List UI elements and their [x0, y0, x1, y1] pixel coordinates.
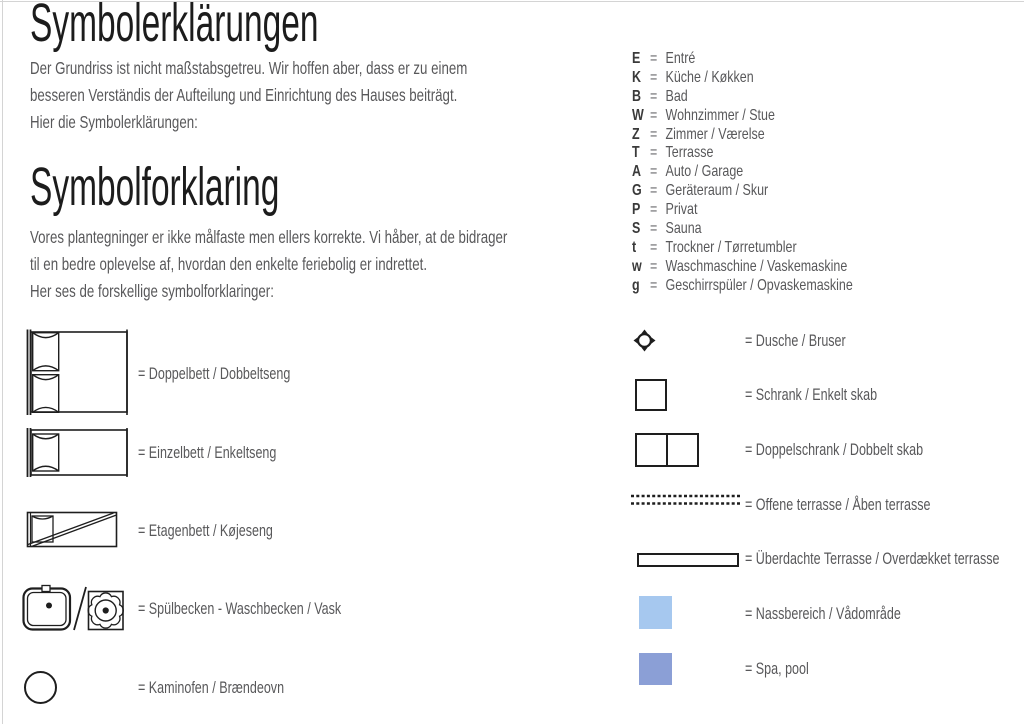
abbreviation-row [632, 144, 853, 163]
open-terrace-icon [629, 493, 741, 507]
bunk-bed-icon [26, 509, 119, 549]
abbr-equals: = [649, 276, 658, 294]
abbr-label: Geschirrspüler / Opvaskemaskine [665, 276, 853, 294]
spa-pool-label: = Spa, pool [745, 660, 809, 678]
abbr-letter: S [632, 220, 641, 238]
double-cabinet-label: = Doppelschrank / Dobbelt skab [745, 441, 924, 459]
wood-stove-label: = Kaminofen / Brændeovn [138, 679, 285, 697]
abbreviation-row [632, 50, 853, 69]
intro-german-line: Hier die Symbolerklärungen: [30, 112, 198, 132]
abbr-label: Waschmaschine / Vaskemaskine [665, 257, 848, 275]
intro-danish-line: Her ses de forskellige symbolforklaringer: [30, 281, 274, 301]
bunk-bed-label: = Etagenbett / Køjeseng [138, 522, 273, 540]
abbreviation-row [632, 163, 853, 182]
sink-washbasin-icon [22, 584, 125, 632]
intro-danish-line: til en bedre oplevelse af, hvordan den enkelte feriebolig er indrettet. [30, 254, 428, 274]
page-title-german: Symbolerklärungen [30, 0, 319, 53]
sink-washbasin-label: = Spülbecken - Waschbecken / Vask [138, 600, 342, 618]
intro-german [30, 55, 467, 136]
double-bed-label: = Doppelbett / Dobbeltseng [138, 365, 291, 383]
abbreviation-row [632, 239, 853, 258]
abbr-label: Küche / Køkken [665, 68, 754, 86]
abbr-equals: = [649, 87, 658, 105]
abbr-equals: = [649, 257, 658, 275]
abbr-letter: W [632, 106, 644, 124]
shower-icon [633, 329, 656, 352]
double-cabinet-icon [635, 433, 699, 467]
intro-german-line: besseren Verständis der Aufteilung und Einrichtung des Hauses beiträgt. [30, 85, 458, 105]
abbr-equals: = [649, 144, 658, 162]
abbr-label: Sauna [665, 220, 702, 238]
abbreviation-row [632, 220, 853, 239]
abbr-label: Zimmer / Værelse [665, 125, 765, 143]
abbreviation-row [632, 88, 853, 107]
abbr-letter: t [632, 238, 637, 256]
abbr-letter: Z [632, 125, 640, 143]
abbr-equals: = [649, 220, 658, 238]
wood-stove-icon [23, 670, 59, 706]
single-cabinet-label: = Schrank / Enkelt skab [745, 386, 878, 404]
abbr-equals: = [649, 68, 658, 86]
abbr-label: Trockner / Tørretumbler [665, 238, 797, 256]
page-edge-left [2, 0, 3, 724]
abbr-letter: P [632, 201, 641, 219]
abbr-equals: = [649, 163, 658, 181]
abbreviation-row [632, 201, 853, 220]
single-bed-label: = Einzelbett / Enkeltseng [138, 444, 277, 462]
spa-pool-icon [639, 653, 672, 685]
abbr-label: Privat [665, 201, 698, 219]
abbreviation-row [632, 182, 853, 201]
abbr-letter: K [632, 68, 642, 86]
abbreviation-row [632, 126, 853, 145]
abbreviation-row [632, 277, 853, 296]
abbr-equals: = [649, 238, 658, 256]
single-cabinet-icon [635, 379, 667, 411]
abbr-letter: g [632, 276, 640, 294]
shower-label: = Dusche / Bruser [745, 332, 846, 350]
abbr-label: Terrasse [665, 144, 714, 162]
intro-german-line: Der Grundriss ist nicht maßstabsgetreu. Wir hoffen aber, dass er zu einem [30, 58, 468, 78]
open-terrace-label: = Offene terrasse / Åben terrasse [745, 496, 931, 514]
abbr-letter: T [632, 144, 640, 162]
abbr-letter: A [632, 163, 642, 181]
abbr-label: Entré [665, 50, 696, 67]
abbr-label: Bad [665, 87, 688, 105]
abbr-equals: = [649, 201, 658, 219]
wet-area-label: = Nassbereich / Vådområde [745, 605, 901, 623]
abbr-label: Auto / Garage [665, 163, 744, 181]
cabinet-divider [666, 435, 668, 465]
abbr-equals: = [649, 125, 658, 143]
page-title-danish: Symbolforklaring [30, 157, 280, 217]
abbr-letter: B [632, 87, 642, 105]
abbr-equals: = [649, 106, 658, 124]
abbr-equals: = [649, 50, 658, 67]
abbreviation-list [632, 50, 853, 296]
wet-area-icon [639, 596, 672, 629]
single-bed-icon [24, 427, 130, 478]
covered-terrace-label: = Überdachte Terrasse / Overdækket terrasse [745, 550, 1000, 568]
abbr-letter: G [632, 182, 642, 200]
abbreviation-row [632, 69, 853, 88]
abbreviation-row [632, 107, 853, 126]
abbr-label: Geräteraum / Skur [665, 182, 769, 200]
abbr-equals: = [649, 182, 658, 200]
intro-danish [30, 224, 507, 305]
abbr-letter: w [632, 257, 642, 275]
abbreviation-row [632, 258, 853, 277]
intro-danish-line: Vores plantegninger er ikke målfaste men ellers korrekte. Vi håber, at de bidrager [30, 227, 508, 247]
abbr-label: Wohnzimmer / Stue [665, 106, 775, 124]
double-bed-icon [24, 328, 130, 416]
covered-terrace-icon [637, 553, 739, 567]
abbr-letter: E [632, 50, 641, 67]
